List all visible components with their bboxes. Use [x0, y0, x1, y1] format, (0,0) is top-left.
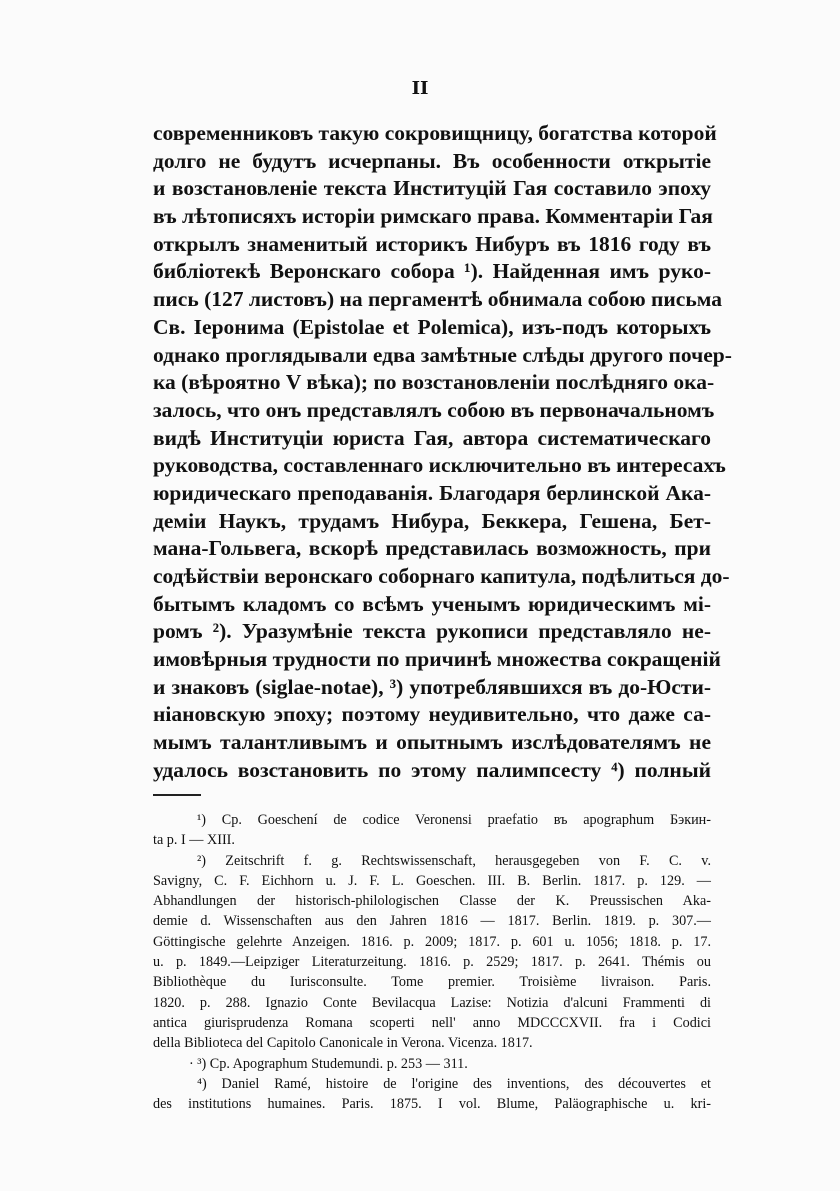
text-line: юридическаго преподаванія. Благодаря берлинской Ака-	[153, 480, 711, 505]
footnote-line: antica giurisprudenza Romana scoperti nell' anno MDCCCXVII. fra i Codici	[153, 1014, 711, 1031]
text-line: однако проглядывали едва замѣтные слѣды другого почер-	[153, 342, 732, 367]
text-line: ніановскую эпоху; поэтому неудивительно, что даже са-	[153, 702, 711, 727]
footnote-line: des institutions humaines. Paris. 1875. I vol. Blume, Paläographische u. kri-	[153, 1096, 711, 1113]
text-line: удалось возстановить по этому палимпсесту ⁴) полный	[153, 757, 711, 782]
footnote-line: u. p. 1849.—Leipziger Literaturzeitung. 1816. p. 2529; 1817. p. 2641. Thémis ou	[153, 954, 711, 971]
text-line: библіотекѣ Веронскаго собора ¹). Найденная имъ руко-	[153, 259, 711, 284]
text-line: въ лѣтописяхъ исторіи римскаго права. Комментаріи Гая	[153, 204, 713, 229]
text-line: мымъ талантливымъ и опытнымъ изслѣдователямъ не	[153, 730, 711, 755]
text-line: Св. Іеронима (Epistolae et Polemica), изъ-подъ которыхъ	[153, 314, 711, 339]
text-line: мана-Гольвега, вскорѣ представилась возможность, при	[153, 536, 711, 561]
footnote-line: Göttingische gelehrte Anzeigen. 1816. p. 2009; 1817. p. 601 u. 1056; 1818. p. 17.	[153, 933, 711, 950]
text-line: долго не будутъ исчерпаны. Въ особенности открытіе	[153, 148, 711, 173]
text-line: ромъ ²). Уразумѣніе текста рукописи представляло не-	[153, 619, 711, 644]
footnotes	[153, 810, 711, 1114]
footnote-line: ¹) Cp. Goeschení de codice Veronensi praefatio въ apographum Бэкин-	[197, 812, 711, 828]
text-line: имовѣрныя трудности по причинѣ множества сокращеній	[153, 647, 721, 672]
text-line: пись (127 листовъ) на пергаментѣ обнимала собою письма	[153, 287, 722, 312]
footnote-line: ⁴) Daniel Ramé, histoire de l'origine des inventions, des découvertes et	[197, 1075, 711, 1092]
text-line: деміи Наукъ, трудамъ Нибура, Беккера, Гешена, Бет-	[153, 508, 711, 533]
footnote-line: Savigny, C. F. Eichhorn u. J. F. L. Goeschen. III. B. Berlin. 1817. p. 129. —	[153, 872, 711, 889]
text-line: и возстановленіе текста Институцій Гая составило эпоху	[153, 176, 711, 201]
text-line: и знаковъ (siglae-notae), ³) употреблявшихся въ до-Юсти-	[153, 674, 711, 699]
main-text	[153, 120, 732, 785]
text-line: бытымъ кладомъ со всѣмъ ученымъ юридическимъ мі-	[153, 591, 711, 616]
page-number: II	[411, 78, 429, 99]
text-line: открылъ знаменитый историкъ Нибуръ въ 1816 году въ	[153, 231, 711, 256]
footnote-separator	[153, 794, 201, 796]
footnote-line: Bibliothèque du Iurisconsulte. Tome premier. Troisième livraison. Paris.	[153, 974, 711, 991]
text-line: содѣйствіи веронскаго соборнаго капитула, подѣлиться до-	[153, 564, 730, 588]
text-line: современниковъ такую сокровищницу, богатства которой	[153, 121, 717, 145]
text-line: залось, что онъ представлялъ собою въ первоначальномъ	[153, 397, 715, 422]
footnote-line: · ³) Cp. Apographum Studemundi. p. 253 — 311.	[189, 1055, 468, 1072]
footnote-line: demie d. Wissenschaften aus den Jahren 1816 — 1817. Berlin. 1819. p. 307.—	[153, 913, 711, 930]
text-line: ка (вѣроятно V вѣка); по возстановленіи послѣдняго ока-	[153, 370, 715, 395]
text-line: руководства, составленнаго исключительно въ интересахъ	[153, 453, 726, 478]
footnote-line: ²) Zeitschrift f. g. Rechtswissenschaft, herausgegeben von F. C. v.	[197, 852, 711, 869]
footnote-line: Abhandlungen der historisch-philologischen Classe der K. Preussischen Aka-	[153, 893, 711, 910]
footnote-line: della Biblioteca del Capitolo Canonicale in Verona. Vicenza. 1817.	[153, 1035, 533, 1052]
footnote-line: 1820. p. 288. Ignazio Conte Bevilacqua Lazise: Notizia d'alcuni Frammenti di	[153, 994, 711, 1011]
footnote-line: ta p. I — XIII.	[153, 832, 235, 849]
text-line: видѣ Институціи юриста Гая, автора систематическаго	[153, 425, 711, 450]
